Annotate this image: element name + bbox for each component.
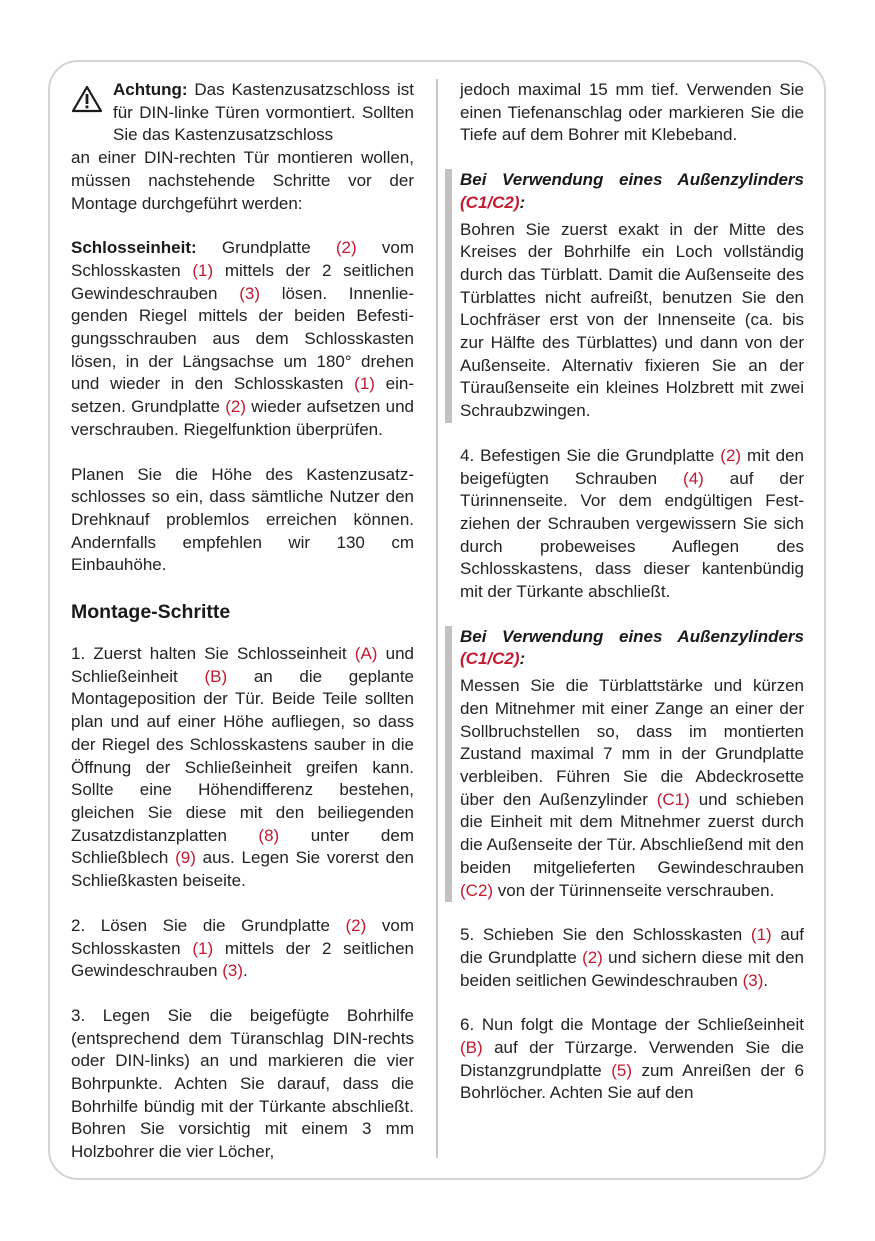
- ref-number: (5): [611, 1060, 632, 1080]
- text-run: wieder aufsetzen und verschrauben. Riegelfunktion überprüfen.: [71, 397, 414, 439]
- text-run: aus. Legen Sie vorerst den Schließkasten beiseite.: [71, 848, 414, 891]
- ref-number: (B): [204, 666, 228, 686]
- ref-number: (2): [335, 238, 357, 258]
- ref-number: (1): [354, 374, 375, 394]
- text-run: zum Anreißen der 6 Bohrlöcher. Achten Sie auf den: [460, 1060, 804, 1103]
- text-run: und schieben die Einheit mit dem Mitnehmer zuerst durch die Außenseite der Tür. Abschließend mit den beiden mitgelieferten Gewindeschrauben: [460, 789, 804, 877]
- text-run: .: [243, 961, 248, 981]
- text-run: .: [763, 970, 769, 990]
- text-run: an die geplante Montageposition der Tür. Beide Teile sollten plan und auf einer Höhe aufliegen, so dass der Riegel des Schlosskastens sauber in die Öffnung der Schließeinheit greifen kann. Sollte eine Höhendifferenz bestehen, gleichen Sie diese mit den beiliegenden Zusatzdistanzplatten: [71, 666, 414, 845]
- text-run: mittels der 2 seitlichen Gewindeschrauben: [71, 260, 415, 303]
- text-run: :: [519, 192, 526, 212]
- text-run: auf die Grundplatte: [460, 925, 804, 967]
- ref-number: (2): [582, 947, 603, 967]
- step-3-continued: jedoch maximal 15 mm tief. Verwenden Sie einen Tiefenanschlag oder markieren Sie die Tiefe auf dem Bohrer mit Klebeband.: [460, 80, 804, 145]
- text-run: unter dem Schließblech: [71, 825, 414, 868]
- text-run: auf der Türinnenseite. Vor dem endgültigen Festziehen der Schrauben vergewissern Sie sich durch probeweises Auflegen des Schlosskastens, dass dieser kantenbündig mit der Türkante abschließt.: [460, 468, 804, 602]
- text-run: und Schließeinheit: [71, 644, 414, 686]
- text-run: Grundplatte: [196, 238, 336, 258]
- ref-number: (2): [720, 445, 742, 465]
- ref-number: (1): [750, 925, 772, 945]
- ref-number: (8): [258, 825, 280, 845]
- text-run: 6. Nun folgt die Montage der Schließeinheit: [460, 1015, 804, 1035]
- warning-triangle-icon: [71, 85, 103, 113]
- right-column: [460, 79, 804, 1105]
- text-run: 1. Zuerst halten Sie Schlosseinheit: [71, 644, 355, 664]
- text-run: Messen Sie die Türblattstärke und kürzen den Mitnehmer mit einer Zange an einer der Sollbruchstellen so, dass im montierten Zustand maximal 7 mm in der Grundplatte verbleiben. Führen Sie die Abdeckrosette über den Außenzylinder: [460, 676, 804, 809]
- note-1-body: Bohren Sie zuerst exakt in der Mitte des Kreises der Bohrhilfe ein Loch vollständig durch das Türblatt. Damit die Außenseite des Türblattes nicht aufreißt, benutzen Sie den Lochfräser erst von der Innenseite (ca. bis zur Hälfte des Türblattes) und dann von der Außenseite. Alternativ fixieren Sie an der Türaußenseite ein kleines Holzbrett mit zwei Schraubzwingen.: [460, 219, 804, 421]
- column-divider: [436, 79, 438, 1158]
- external-cylinder-note-2: [445, 626, 804, 902]
- text-run: lösen. Innenliegenden Riegel mittels der beiden Befestigungsschrauben aus dem Schlosskasten lösen, in der Längsachse um 180° drehen und wieder in den Schlosskasten: [71, 283, 414, 394]
- ref-number: (C1): [656, 789, 690, 809]
- text-run: Bei Verwendung eines Außenzylinders: [460, 626, 804, 646]
- montage-heading: Montage-Schritte: [71, 601, 231, 624]
- text-run: von der Türinnenseite verschrauben.: [493, 880, 775, 900]
- ref-number: (3): [239, 283, 260, 303]
- ref-number: (3): [222, 961, 243, 981]
- note-2-title: [460, 626, 804, 671]
- ref-number: (3): [742, 970, 764, 990]
- ref-number: (C1/C2): [460, 649, 520, 669]
- ref-number: (2): [225, 397, 246, 417]
- step-6-paragraph: [460, 1014, 804, 1105]
- text-run: 2. Lösen Sie die Grundplatte: [71, 915, 346, 935]
- ref-number: (9): [175, 848, 196, 868]
- step-1-paragraph: [71, 643, 414, 893]
- external-cylinder-note-1: [445, 169, 804, 423]
- ref-number: (C2): [460, 880, 494, 900]
- text-run: auf der Türzarge. Verwenden Sie die Distanzgrundplatte: [460, 1038, 804, 1080]
- text-run: 5. Schieben Sie den Schlosskasten: [460, 925, 751, 945]
- warning-text: Das Kastenzusatzschloss ist für DIN-linke Türen vormontiert. Sollten Sie das Kastenzusatzschloss: [113, 80, 414, 145]
- warning-label: Achtung:: [113, 80, 188, 99]
- ref-number: (1): [192, 260, 214, 280]
- ref-number: (A): [354, 644, 378, 664]
- step-2-paragraph: [71, 915, 414, 983]
- schlosseinheit-label: Schlosseinheit:: [71, 238, 197, 258]
- left-column: [71, 79, 414, 1164]
- ref-number: (4): [683, 468, 704, 488]
- ref-number: (2): [345, 915, 367, 935]
- schlosseinheit-paragraph: [71, 237, 414, 441]
- ref-number: (1): [192, 938, 214, 958]
- planen-paragraph: Planen Sie die Höhe des Kastenzusatzschlosses so ein, dass sämtliche Nutzer den Drehknauf problemlos erreichen können. Andernfalls empfehlen wir 130 cm Einbauhöhe.: [71, 464, 414, 575]
- step-4-paragraph: [460, 445, 804, 604]
- warning-text-rest: an einer DIN-rechten Tür montieren wollen, müssen nachstehende Schritte vor der Montage durchgeführt werden:: [71, 148, 414, 213]
- ref-number: (B): [460, 1038, 483, 1058]
- text-run: vom Schlosskasten: [71, 915, 414, 958]
- text-run: 4. Befestigen Sie die Grundplatte: [460, 445, 721, 465]
- text-run: :: [519, 649, 526, 669]
- text-run: mittels der 2 seitlichen Gewindeschrauben: [71, 938, 415, 981]
- text-run: mit den beigefügten Schrauben: [460, 445, 804, 488]
- step-5-paragraph: [460, 924, 804, 992]
- ref-number: (C1/C2): [460, 192, 520, 212]
- warning-paragraph: [71, 79, 414, 215]
- text-run: und sichern diese mit den beiden seitlichen Gewindeschrauben: [460, 947, 805, 990]
- note-1-title: [460, 169, 804, 214]
- step-3-paragraph: 3. Legen Sie die beigefügte Bohrhilfe (entsprechend dem Türanschlag DIN-rechts oder DIN-links) an und markieren die vier Bohrpunkte. Achten Sie darauf, dass die Bohrhilfe bündig mit der Türkante abschließt. Bohren Sie vorsichtig mit einem 3 mm Holzbohrer die vier Löcher,: [71, 1005, 414, 1162]
- text-run: einsetzen. Grundplatte: [71, 374, 414, 417]
- text-run: vom Schlosskasten: [71, 238, 414, 280]
- note-2-body: [460, 675, 804, 902]
- text-run: Bei Verwendung eines Außenzylinders: [460, 170, 804, 190]
